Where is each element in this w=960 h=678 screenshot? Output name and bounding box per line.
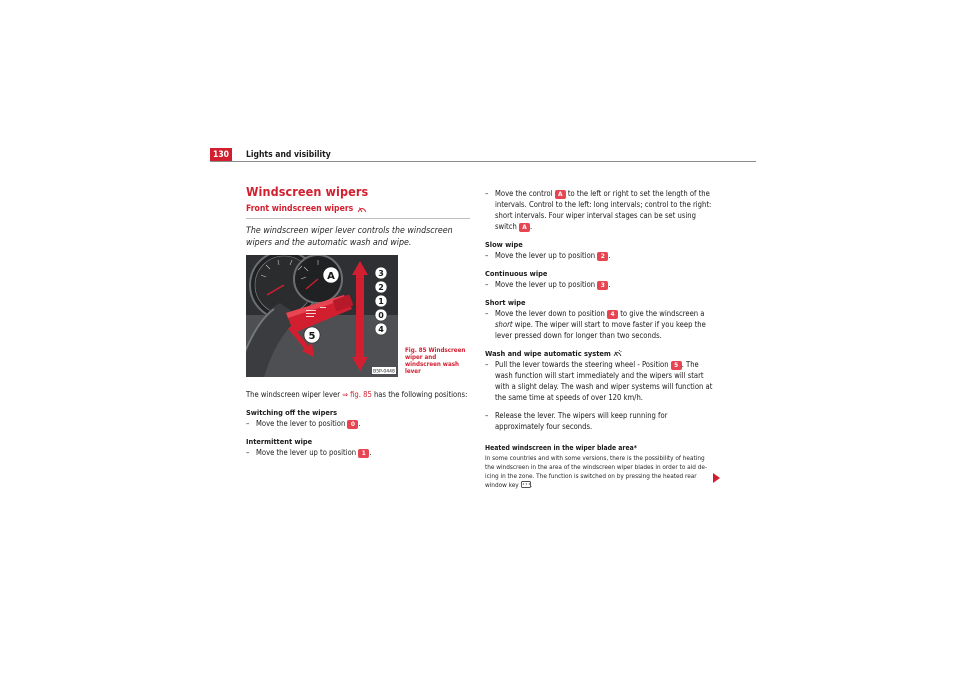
switching-off-step: – Move the lever to position 0 .	[246, 419, 361, 428]
lead-paragraph	[246, 389, 470, 400]
heated-rear-window-icon	[521, 481, 531, 488]
chapter-title: Lights and visibility	[246, 150, 331, 160]
short-wipe-text-2: to give the windscreen a	[618, 309, 705, 318]
figure-callout-3: 3	[378, 269, 384, 278]
short-wipe-emphasis: short	[495, 320, 513, 329]
slow-wipe-text: Move the lever up to position	[495, 251, 596, 260]
slow-wipe-step: – Move the lever up to position 2 .	[485, 251, 611, 260]
heated-windscreen-text	[485, 454, 715, 490]
figure-callout-0: 0	[378, 311, 384, 320]
figure-code: B5P-0448	[373, 369, 395, 375]
figure-row	[246, 255, 470, 377]
intermittent-heading: Intermittent wipe	[246, 437, 313, 446]
wash-wipe-heading	[485, 348, 715, 359]
wash-wipe-step: – Pull the lever towards the steering wheel - Position 5 . The wash function will start immediately and the wipers will start with a slight delay. The wash and wiper systems will function at the same time at speeds of over 120 km/h.	[485, 360, 713, 402]
slow-wipe-heading: Slow wipe	[485, 240, 523, 249]
heated-windscreen-body: In some countries and with some versions, there is the possibility of heating the windscreen in the area of the windscreen wiper blades in order to aid de-icing in the zone. The function is switched on by pressing the heated rear window key	[485, 454, 708, 489]
continuous-wipe-heading: Continuous wipe	[485, 269, 548, 278]
wiper-icon	[357, 206, 367, 213]
heated-windscreen-title: Heated windscreen in the wiper blade area*	[485, 444, 637, 452]
continue-arrow-icon	[713, 473, 720, 483]
control-a-text-3: .	[529, 222, 533, 231]
position-badge-2: 2	[597, 252, 608, 261]
position-badge-3: 3	[597, 281, 608, 290]
lead-text: The windscreen wiper lever	[246, 390, 343, 399]
continuous-wipe-step: – Move the lever up to position 3 .	[485, 280, 611, 289]
position-badge-1: 1	[358, 449, 369, 458]
left-column	[246, 186, 470, 458]
switching-off-text: Move the lever to position	[256, 419, 346, 428]
control-a-text-2: to the left or right to set the length of the intervals. Control to the left: long intervals; control to the right: short intervals. Four wiper interval stages can be set using switch	[495, 189, 712, 231]
figure-reference-link[interactable]: ⇒ fig. 85	[342, 390, 372, 399]
short-wipe-text-3: wipe. The wiper will start to move faster if you keep the lever pressed down for longer than two seconds.	[495, 320, 706, 340]
figure-callout-4: 4	[378, 325, 384, 334]
intermittent-step: – Move the lever up to position 1 .	[246, 448, 372, 457]
wiper-lever-illustration	[246, 255, 398, 377]
control-a-step: – Move the control A to the left or right to set the length of the intervals. Control to the left: long intervals; control to the right: short intervals. Four wiper interval stages can be set using switch A .	[485, 189, 712, 231]
position-badge-a-2: A	[519, 223, 530, 232]
header-divider	[210, 161, 756, 162]
short-wipe-heading: Short wipe	[485, 298, 526, 307]
page-number-tab: 130	[210, 148, 232, 162]
heated-windscreen-end: .	[530, 481, 533, 489]
figure-callout-1: 1	[378, 297, 384, 306]
wash-wipe-text-1: Pull the lever towards the steering wheel - Position	[495, 360, 671, 369]
wash-wipe-heading-text: Wash and wipe automatic system	[485, 349, 611, 358]
figure-label: Fig. 85	[405, 347, 427, 354]
subsection-heading	[246, 204, 470, 219]
figure-callout-5: 5	[308, 331, 316, 342]
position-badge-4: 4	[607, 310, 618, 319]
intro-text: The windscreen wiper lever controls the windscreen wipers and the automatic wash and wipe.	[246, 226, 453, 248]
release-lever-text: Release the lever. The wipers will keep running for approximately four seconds.	[495, 411, 668, 431]
control-a-text-1: Move the control	[495, 189, 555, 198]
position-badge-a: A	[555, 190, 566, 199]
right-column	[485, 188, 715, 490]
lead-text-end: has the following positions:	[371, 390, 468, 399]
subsection-title: Front windscreen wipers	[246, 204, 354, 214]
short-wipe-text-1: Move the lever down to position	[495, 309, 608, 318]
section-title: Windscreen wipers	[246, 184, 369, 199]
wiper-icon	[613, 350, 622, 357]
figure-callout-a: A	[327, 271, 335, 282]
intermittent-text: Move the lever up to position	[256, 448, 357, 457]
figure-callout-2: 2	[378, 283, 384, 292]
continuous-wipe-text: Move the lever up to position	[495, 280, 596, 289]
figure-caption	[405, 347, 470, 377]
position-badge-0: 0	[347, 420, 358, 429]
release-lever-step: – Release the lever. The wipers will keep running for approximately four seconds.	[485, 410, 715, 432]
figure-caption-text: Windscreen wiper and windscreen wash lever	[405, 347, 466, 375]
wash-wipe-text-2: . The wash function will start immediately and the wipers will start with a slight delay. The wash and wiper systems will function at the same time at speeds of over 120 km/h.	[495, 360, 713, 402]
position-badge-5: 5	[671, 361, 682, 370]
wiper-lever-figure	[246, 255, 398, 377]
switching-off-heading: Switching off the wipers	[246, 408, 338, 417]
short-wipe-step: – Move the lever down to position 4 to give the windscreen a short wipe. The wiper will start to move faster if you keep the lever pressed down for longer than two seconds.	[485, 309, 706, 340]
